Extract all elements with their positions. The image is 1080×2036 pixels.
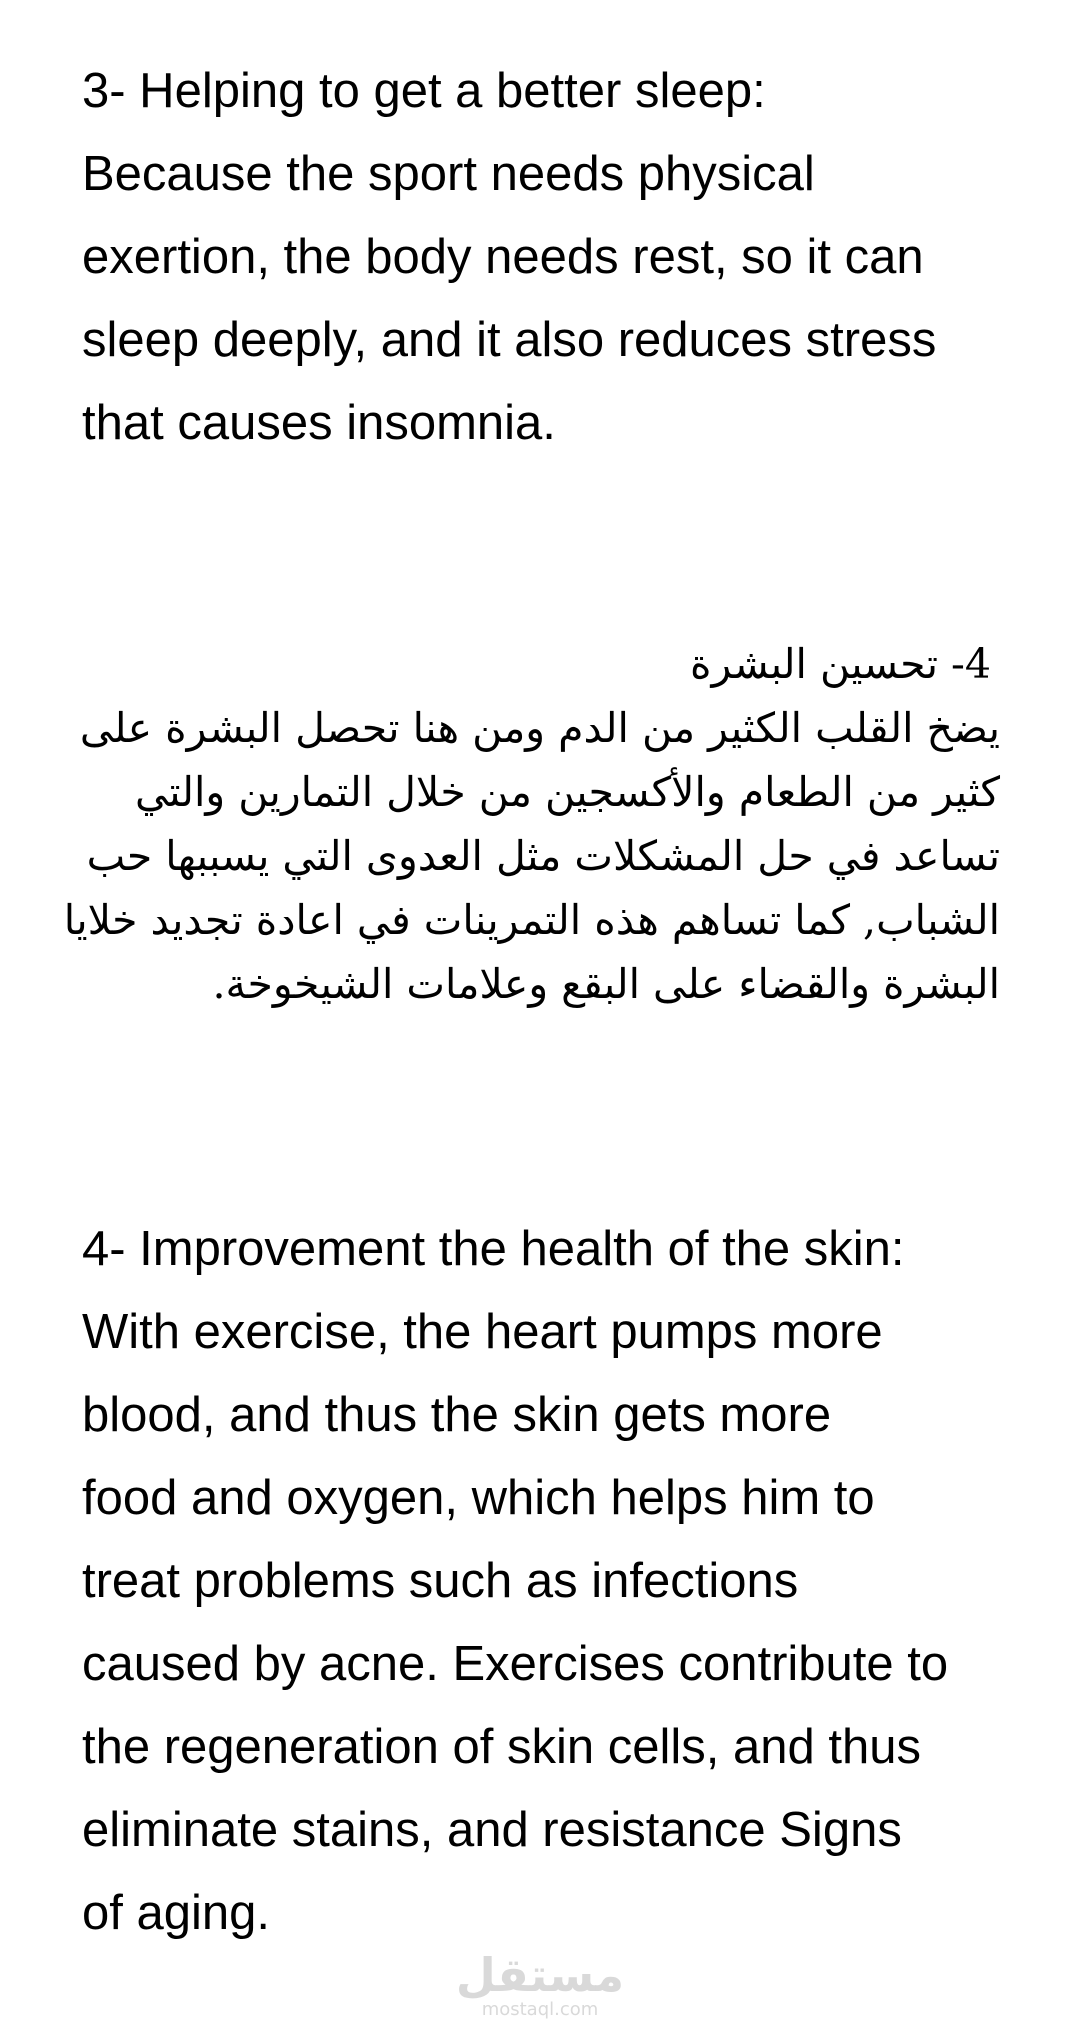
section-4-english <box>82 1208 1042 1955</box>
arabic-paragraph-line: يضخ القلب الكثير من الدم ومن هنا تحصل البشرة على <box>79 704 1000 752</box>
arabic-paragraph-line: البشرة والقضاء على البقع وعلامات الشيخوخة. <box>212 960 1000 1008</box>
section-4-arabic <box>60 632 1000 1016</box>
section-3-heading: 3- Helping to get a better sleep: <box>82 64 766 118</box>
mostaql-watermark <box>0 1950 1080 2020</box>
paragraph-line: blood, and thus the skin gets more <box>82 1388 832 1442</box>
arabic-paragraph-line: الشباب, كما تساهم هذه التمرينات في اعادة تجديد خلايا <box>63 896 1000 944</box>
paragraph-line: of aging. <box>82 1886 270 1940</box>
section-4-heading: 4- Improvement the health of the skin: <box>82 1222 905 1276</box>
paragraph-line: that causes insomnia. <box>82 396 556 450</box>
paragraph-line: Because the sport needs physical <box>82 147 815 201</box>
section-4-arabic-heading: 4- تحسين البشرة <box>690 640 991 688</box>
paragraph-line: the regeneration of skin cells, and thus <box>82 1720 921 1774</box>
watermark-url: mostaql.com <box>481 1999 599 2020</box>
paragraph-line: exertion, the body needs rest, so it can <box>82 230 924 284</box>
paragraph-line: caused by acne. Exercises contribute to <box>82 1637 949 1691</box>
watermark-logo: مستقل <box>455 1948 625 2002</box>
arabic-paragraph-line: تساعد في حل المشكلات مثل العدوى التي يسببها حب <box>86 832 1000 880</box>
paragraph-line: With exercise, the heart pumps more <box>82 1305 883 1359</box>
section-3-english <box>82 50 1042 465</box>
paragraph-line: treat problems such as infections <box>82 1554 799 1608</box>
arabic-paragraph-line: كثير من الطعام والأكسجين من خلال التمارين والتي <box>134 768 1000 816</box>
paragraph-line: sleep deeply, and it also reduces stress <box>82 313 937 367</box>
paragraph-line: eliminate stains, and resistance Signs <box>82 1803 902 1857</box>
paragraph-line: food and oxygen, which helps him to <box>82 1471 875 1525</box>
